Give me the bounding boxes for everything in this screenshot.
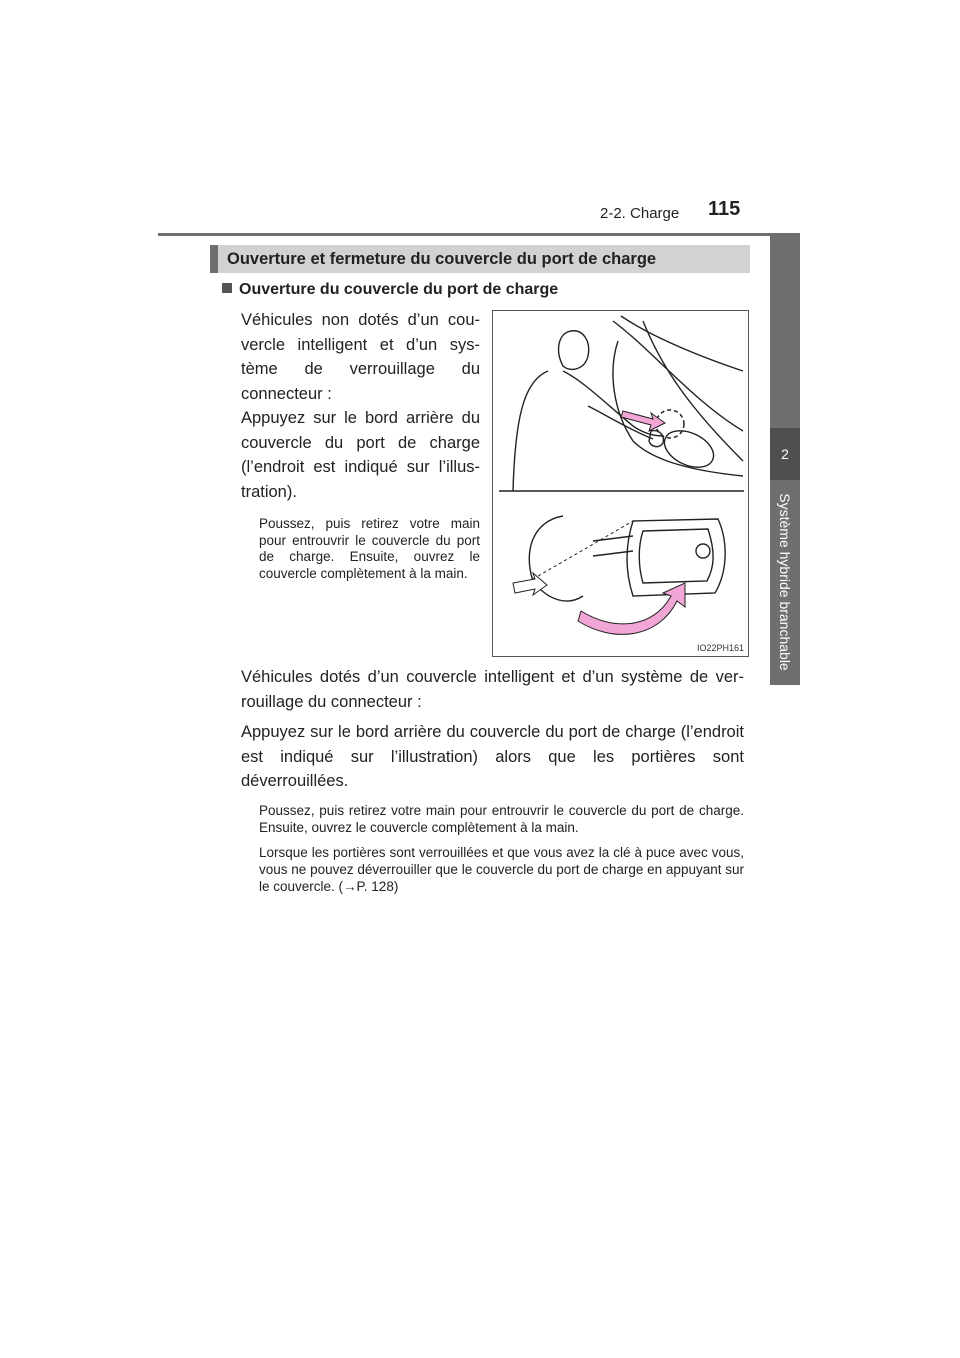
subsection-title: Ouverture du couvercle du port de charge — [239, 281, 559, 298]
header-section-label: 2-2. Charge — [600, 205, 680, 222]
full-paragraph-1: Véhicules dotés d’un couvercle intelligent et d’un système de ver-rouillage du connecteur : — [241, 668, 744, 711]
figure-code: IO22PH161 — [696, 643, 744, 653]
side-tab-chapter-title — [770, 480, 800, 683]
page-number: 115 — [708, 198, 741, 220]
column-paragraph-1: Véhicules non dotés d’un cou-vercle intelligent et d’un sys-tème de verrouillage du connecteur : — [241, 311, 480, 403]
port-socket — [696, 544, 710, 558]
port-inner — [639, 529, 713, 583]
side-tab-chapter-number: 2 — [770, 428, 800, 480]
side-tab-chapter-title-text: Système hybride branchable — [777, 492, 793, 671]
square-bullet-icon — [222, 283, 232, 293]
section-bar-accent — [210, 245, 218, 273]
push-arrow-small — [513, 573, 547, 595]
car-body-line — [643, 321, 743, 461]
full-note-2: Lorsque les portières sont verrouillées et que vous avez la clé à puce avec vous, vous ne pouvez déverrouiller que le couvercle du port de charge en appuyant sur le couvercle. (→P. 128) — [259, 844, 744, 894]
column-paragraph-2: Appuyez sur le bord arrière du couvercle du port de charge (l’endroit est indiqué sur l’illus-tration). — [241, 409, 480, 501]
column-text — [241, 308, 480, 582]
header-rule — [158, 233, 800, 236]
car-rear-panel — [613, 341, 743, 476]
charge-port-illustration — [492, 310, 749, 657]
person-body — [513, 371, 663, 491]
person-head — [559, 331, 589, 370]
side-tab-top — [770, 236, 800, 428]
illustration-drawing — [493, 311, 750, 658]
full-paragraph-2: Appuyez sur le bord arrière du couvercle du port de charge (l’endroit est indiqué sur l’illustration) alors que les portières sont déverrouillées. — [241, 723, 744, 790]
section-title-bar — [210, 245, 750, 273]
column-note: Poussez, puis retirez votre main pour entrouvrir le couvercle du port de charge. Ensuite, ouvrez le couvercle complètement à la main. — [259, 516, 480, 581]
section-title: Ouverture et fermeture du couvercle du port de charge — [227, 250, 657, 268]
subsection-heading — [222, 281, 558, 299]
full-width-text — [241, 665, 744, 895]
side-tab-bottom — [770, 683, 800, 685]
lid-swing-guide — [533, 521, 633, 579]
full-note-1: Poussez, puis retirez votre main pour entrouvrir le couvercle du port de charge. Ensuite, ouvrez le couvercle complètement à la main. — [259, 802, 744, 835]
